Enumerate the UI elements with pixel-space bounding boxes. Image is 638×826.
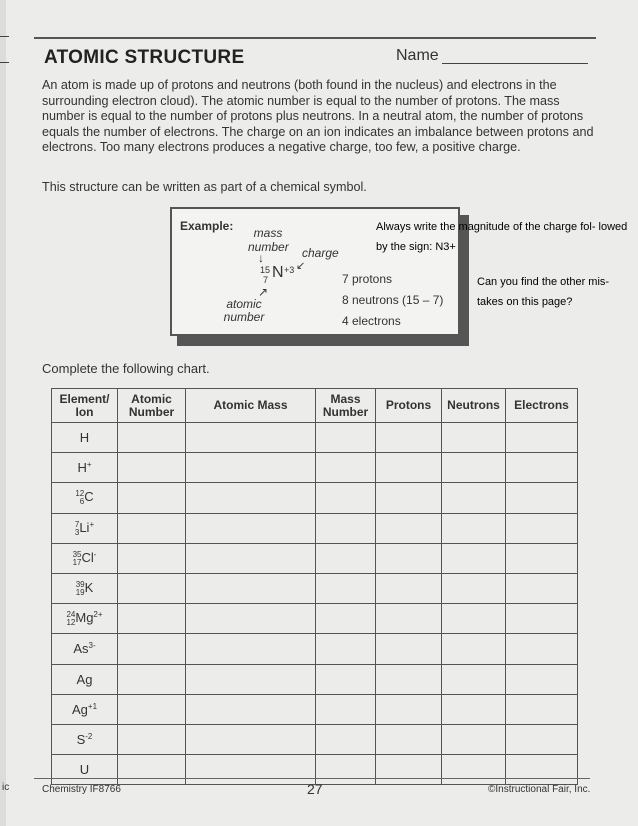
- page-number: 27: [307, 781, 323, 797]
- chart-instruction: Complete the following chart.: [42, 361, 210, 376]
- protons-cell[interactable]: [376, 634, 442, 664]
- row-charge: 3-: [88, 641, 96, 651]
- protons-count: 7 protons: [342, 272, 393, 286]
- row-symbol: H: [77, 460, 87, 476]
- row-symbol: C: [84, 489, 94, 505]
- table-row: [52, 573, 578, 603]
- atomic-number-cell[interactable]: [118, 513, 186, 543]
- mass-number-cell[interactable]: [316, 483, 376, 513]
- element-ion-cell: [52, 453, 118, 483]
- electrons-cell[interactable]: [506, 604, 578, 634]
- element-ion-cell: [52, 573, 118, 603]
- neutrons-cell[interactable]: [442, 513, 506, 543]
- row-atomic-number: 6: [79, 497, 85, 507]
- element-ion-cell: [52, 423, 118, 453]
- element-ion-cell: [52, 483, 118, 513]
- atomic-number-cell[interactable]: [118, 543, 186, 573]
- header-electrons: Electrons: [506, 389, 578, 423]
- row-symbol: Ag: [71, 701, 88, 717]
- row-symbol: Li: [79, 519, 90, 535]
- protons-cell[interactable]: [376, 423, 442, 453]
- atomic-number-cell[interactable]: [118, 573, 186, 603]
- element-ion-cell: [52, 724, 118, 754]
- table-row: [52, 513, 578, 543]
- row-symbol: Mg: [75, 610, 94, 626]
- row-mass: 35: [72, 549, 82, 559]
- electrons-cell[interactable]: [506, 483, 578, 513]
- annotation-charge-note: Always write the magnitude of the charge fol- lowed by the sign: N3+: [376, 221, 628, 253]
- neutrons-cell[interactable]: [442, 453, 506, 483]
- chart-header-row: [52, 389, 578, 423]
- atomic-number-cell[interactable]: [118, 604, 186, 634]
- row-symbol: U: [79, 762, 90, 778]
- mass-number-cell[interactable]: [316, 604, 376, 634]
- margin-tick: [0, 62, 9, 63]
- element-ion-cell: [52, 664, 118, 694]
- element-ion-cell: [52, 694, 118, 724]
- neutrons-cell[interactable]: [442, 573, 506, 603]
- atomic-number-cell[interactable]: [118, 755, 186, 785]
- neutrons-cell[interactable]: [442, 694, 506, 724]
- atomic-mass-cell[interactable]: [186, 483, 316, 513]
- neutrons-cell[interactable]: [442, 634, 506, 664]
- atomic-mass-cell[interactable]: [186, 513, 316, 543]
- row-symbol: Ag: [76, 671, 93, 687]
- element-ion-cell: [52, 513, 118, 543]
- footer-copyright: ©Instructional Fair, Inc.: [488, 784, 591, 795]
- row-symbol: H: [79, 430, 90, 446]
- atomic-number-cell[interactable]: [118, 664, 186, 694]
- protons-cell[interactable]: [376, 453, 442, 483]
- page-title: ATOMIC STRUCTURE: [44, 47, 245, 68]
- electrons-cell[interactable]: [506, 513, 578, 543]
- protons-cell[interactable]: [376, 483, 442, 513]
- atomic-mass-cell[interactable]: [186, 755, 316, 785]
- atomic-number-cell[interactable]: [118, 453, 186, 483]
- mass-number-cell[interactable]: [316, 755, 376, 785]
- atomic-mass-cell[interactable]: [186, 543, 316, 573]
- bleed-text: ic: [2, 782, 10, 793]
- header-atomic-mass: Atomic Mass: [186, 389, 316, 423]
- protons-cell[interactable]: [376, 694, 442, 724]
- atomic-mass-cell[interactable]: [186, 694, 316, 724]
- element-ion-cell: [52, 543, 118, 573]
- page-left-edge: [0, 0, 6, 826]
- structure-note: This structure can be written as part of a chemical symbol.: [42, 180, 367, 194]
- row-mass: 12: [75, 489, 85, 499]
- neutrons-cell[interactable]: [442, 755, 506, 785]
- atomic-mass-cell[interactable]: [186, 573, 316, 603]
- electrons-count: 4 electrons: [342, 314, 401, 328]
- electrons-cell[interactable]: [506, 423, 578, 453]
- element-ion-cell: [52, 604, 118, 634]
- top-rule: [34, 37, 596, 39]
- row-symbol: S: [76, 731, 86, 747]
- atomic-number-label: atomic number: [223, 297, 265, 324]
- table-row: [52, 483, 578, 513]
- table-row: [52, 543, 578, 573]
- table-row: [52, 423, 578, 453]
- table-row: [52, 634, 578, 664]
- neutrons-cell[interactable]: [442, 423, 506, 453]
- row-atomic-number: 3: [74, 527, 80, 537]
- intro-paragraph: An atom is made up of protons and neutrons (both found in the nucleus) and electrons in the surrounding electron cloud). The atomic number is equal to the number of protons. The mass number is equal to the number of protons plus neutrons. In a neutral atom, the number of protons equals the number of electrons. The charge on an ion indicates an imbalance between protons and electrons. Too many electrons produces a negative charge, too few, a positive charge.: [42, 78, 594, 155]
- header-element-ion: Element/ Ion: [52, 389, 118, 423]
- header-mass-number: Mass Number: [316, 389, 376, 423]
- neutrons-cell[interactable]: [442, 664, 506, 694]
- protons-cell[interactable]: [376, 543, 442, 573]
- arrow-down-icon: ↓: [258, 251, 264, 265]
- symbol-mass: 15: [260, 265, 271, 275]
- table-row: [52, 453, 578, 483]
- atomic-mass-cell[interactable]: [186, 724, 316, 754]
- symbol-charge: +3: [284, 265, 295, 275]
- protons-cell[interactable]: [376, 724, 442, 754]
- row-charge: -: [93, 549, 97, 559]
- electrons-cell[interactable]: [506, 543, 578, 573]
- table-row: [52, 604, 578, 634]
- neutrons-count: 8 neutrons (15 – 7): [342, 293, 444, 307]
- atomic-number-cell[interactable]: [118, 483, 186, 513]
- atomic-number-cell[interactable]: [118, 634, 186, 664]
- atomic-number-cell[interactable]: [118, 423, 186, 453]
- atomic-number-cell[interactable]: [118, 694, 186, 724]
- element-chart: [51, 388, 578, 785]
- element-ion-cell: [52, 634, 118, 664]
- table-row: [52, 694, 578, 724]
- mass-number-label: mass number: [248, 226, 289, 254]
- mass-number-cell[interactable]: [316, 423, 376, 453]
- symbol-atomic-number: 7: [263, 275, 269, 285]
- mass-number-cell[interactable]: [316, 634, 376, 664]
- header-atomic-number: Atomic Number: [118, 389, 186, 423]
- electrons-cell[interactable]: [506, 664, 578, 694]
- mass-number-cell[interactable]: [316, 664, 376, 694]
- electrons-cell[interactable]: [506, 634, 578, 664]
- header-protons: Protons: [376, 389, 442, 423]
- row-atomic-number: 12: [66, 618, 76, 628]
- neutrons-cell[interactable]: [442, 724, 506, 754]
- row-atomic-number: 17: [72, 557, 82, 567]
- symbol-element: N: [272, 264, 284, 281]
- row-charge: -2: [85, 731, 93, 741]
- row-charge: +1: [87, 701, 98, 711]
- atomic-mass-cell[interactable]: [186, 423, 316, 453]
- mass-number-cell[interactable]: [316, 573, 376, 603]
- element-ion-cell: [52, 755, 118, 785]
- protons-cell[interactable]: [376, 664, 442, 694]
- atomic-mass-cell[interactable]: [186, 453, 316, 483]
- table-row: [52, 664, 578, 694]
- protons-cell[interactable]: [376, 513, 442, 543]
- arrow-up-icon: ↗: [258, 285, 269, 299]
- row-atomic-number: 19: [75, 588, 85, 598]
- margin-tick: [0, 36, 9, 37]
- row-charge: +: [89, 519, 95, 529]
- atomic-mass-cell[interactable]: [186, 634, 316, 664]
- protons-cell[interactable]: [376, 755, 442, 785]
- protons-cell[interactable]: [376, 573, 442, 603]
- electrons-cell[interactable]: [506, 573, 578, 603]
- row-symbol: K: [84, 580, 94, 596]
- footer-rule: [34, 778, 590, 779]
- example-title: Example:: [180, 219, 234, 233]
- row-mass: 39: [75, 580, 85, 590]
- neutrons-cell[interactable]: [442, 483, 506, 513]
- atomic-mass-cell[interactable]: [186, 604, 316, 634]
- row-charge: 2+: [93, 610, 103, 620]
- row-charge: +: [86, 460, 92, 470]
- row-mass: 7: [74, 519, 80, 529]
- row-mass: 24: [66, 610, 76, 620]
- mass-number-cell[interactable]: [316, 543, 376, 573]
- table-row: [52, 724, 578, 754]
- neutrons-cell[interactable]: [442, 543, 506, 573]
- atomic-mass-cell[interactable]: [186, 664, 316, 694]
- mass-number-cell[interactable]: [316, 724, 376, 754]
- mass-number-cell[interactable]: [316, 513, 376, 543]
- protons-cell[interactable]: [376, 604, 442, 634]
- name-label: Name: [396, 47, 439, 64]
- neutrons-cell[interactable]: [442, 604, 506, 634]
- electrons-cell[interactable]: [506, 755, 578, 785]
- arrow-charge-icon: ↙: [296, 260, 306, 272]
- mass-number-cell[interactable]: [316, 694, 376, 724]
- row-symbol: Cl: [81, 549, 94, 565]
- electrons-cell[interactable]: [506, 694, 578, 724]
- row-symbol: As: [73, 641, 89, 657]
- mass-number-cell[interactable]: [316, 453, 376, 483]
- footer-publication: Chemistry IF8766: [42, 784, 121, 795]
- annotation-mistakes-note: Can you find the other mis- takes on this page?: [477, 276, 610, 308]
- name-field-line[interactable]: [442, 63, 588, 64]
- header-neutrons: Neutrons: [442, 389, 506, 423]
- atomic-number-cell[interactable]: [118, 724, 186, 754]
- electrons-cell[interactable]: [506, 453, 578, 483]
- electrons-cell[interactable]: [506, 724, 578, 754]
- charge-label: charge: [302, 246, 339, 260]
